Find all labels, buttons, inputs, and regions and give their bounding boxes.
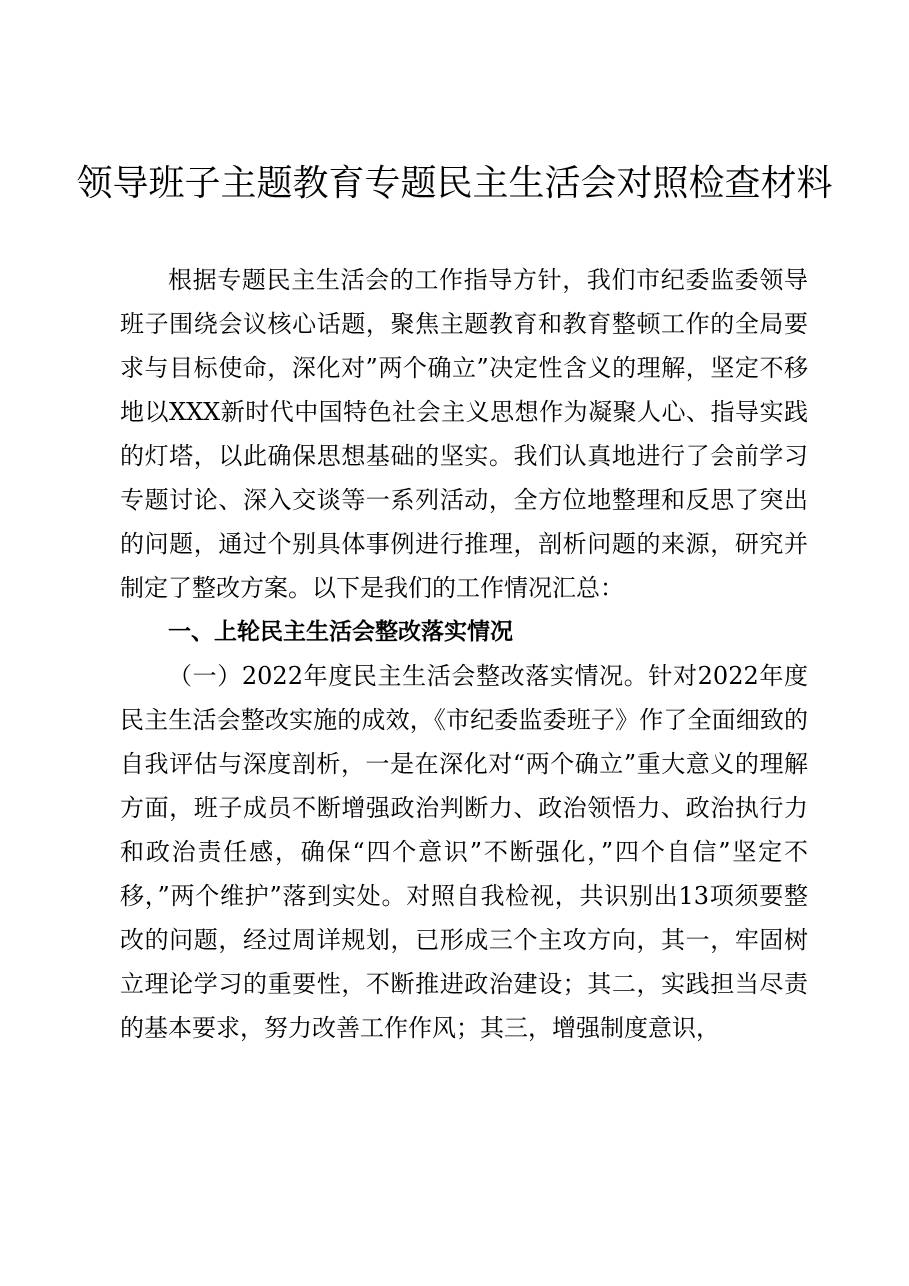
section-1-paragraph: （一）2022年度民主生活会整改落实情况。针对2022年度民主生活会整改实施的成效，《市纪委监委班子》作了全面细致的自我评估与深度剖析，一是在深化对“两个确立”重大意义的理解方面，班子成员不断增强政治判断力、政治领悟力、政治执行力和政治责任感，确保“四个意识”不断强化，”四个自信”坚定不移，”两个维护”落到实处。对照自我检视，共识别出13项须要整改的问题，经过周详规划，已形成三个主攻方向，其一，牢固树立理论学习的重要性，不断推进政治建设；其二，实践担当尽责的基本要求，努力改善工作作风；其三，增强制度意识， [120, 662, 808, 1042]
section-heading-1: 一、上轮民主生活会整改落实情况 [168, 619, 513, 645]
document-title: 领导班子主题教育专题民主生活会对照检查材料 [76, 163, 833, 204]
document-body [120, 258, 808, 1050]
intro-paragraph: 根据专题民主生活会的工作指导方针，我们市纪委监委领导班子围绕会议核心话题，聚焦主题教育和教育整顿工作的全局要求与目标使命，深化对”两个确立”决定性含义的理解，坚定不移地以XXX新时代中国特色社会主义思想作为凝聚人心、指导实践的灯塔，以此确保思想基础的坚实。我们认真地进行了会前学习专题讨论、深入交谈等一系列活动，全方位地整理和反思了突出的问题，通过个别具体事例进行推理，剖析问题的来源，研究并制定了整改方案。以下是我们的工作情况汇总： [120, 266, 808, 602]
